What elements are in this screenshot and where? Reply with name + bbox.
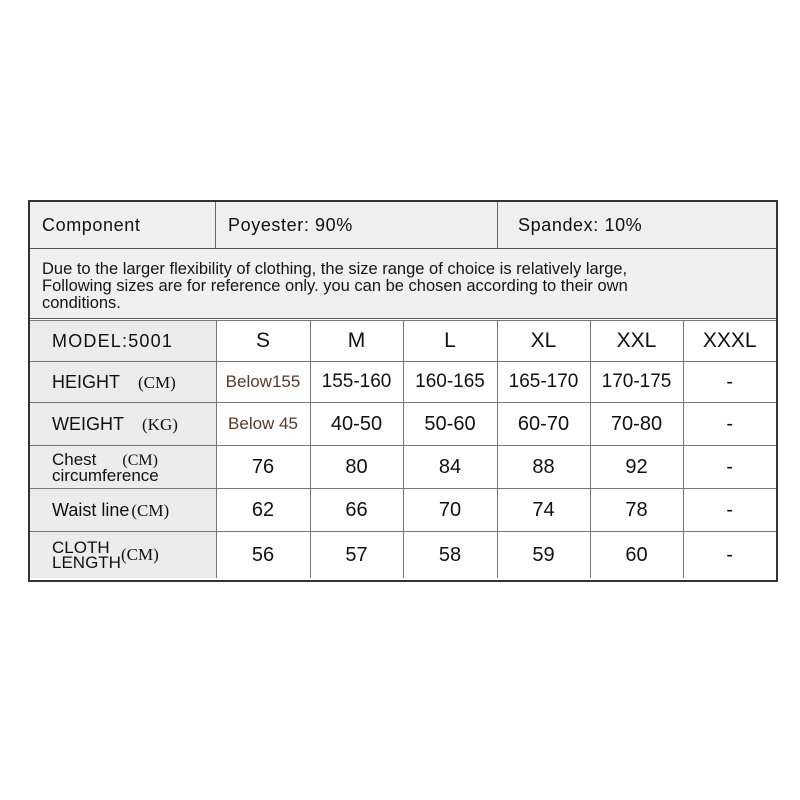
size-xl: XL (497, 321, 590, 362)
size-table (30, 320, 776, 578)
length-xl: 59 (497, 532, 590, 579)
waist-xxl: 78 (590, 489, 683, 532)
height-l: 160-165 (403, 362, 497, 403)
height-label (30, 362, 216, 403)
model-label: MODEL:5001 (30, 321, 216, 362)
size-xxxl: XXXL (683, 321, 776, 362)
size-chart (28, 200, 778, 582)
size-s: S (216, 321, 310, 362)
component-label: Component (30, 202, 216, 248)
height-label-text: HEIGHT (52, 371, 121, 392)
length-label (30, 532, 216, 579)
chest-l: 84 (403, 446, 497, 489)
note-line-1: Due to the larger flexibility of clothing, the size range of choice is relatively large, (42, 260, 628, 278)
weight-xxl: 70-80 (590, 403, 683, 446)
height-unit: (CM) (138, 372, 176, 392)
chest-row (30, 446, 776, 489)
size-xxl: XXL (590, 321, 683, 362)
length-s: 56 (216, 532, 310, 579)
chest-m: 80 (310, 446, 403, 489)
weight-unit: (KG) (142, 414, 178, 434)
weight-m: 40-50 (310, 403, 403, 446)
chest-xl: 88 (497, 446, 590, 489)
chest-xxl: 92 (590, 446, 683, 489)
waist-row (30, 489, 776, 532)
waist-xl: 74 (497, 489, 590, 532)
chest-s: 76 (216, 446, 310, 489)
size-header-row (30, 321, 776, 362)
weight-l: 50-60 (403, 403, 497, 446)
waist-m: 66 (310, 489, 403, 532)
height-xl: 165-170 (497, 362, 590, 403)
weight-xxxl: - (683, 403, 776, 446)
chest-label-line2: circumference (52, 465, 159, 485)
length-m: 57 (310, 532, 403, 579)
length-l: 58 (403, 532, 497, 579)
chest-unit: (CM) (122, 451, 158, 469)
weight-s: Below 45 (216, 403, 310, 446)
weight-xl: 60-70 (497, 403, 590, 446)
weight-label (30, 403, 216, 446)
waist-l: 70 (403, 489, 497, 532)
waist-unit: (CM) (131, 500, 170, 520)
height-m: 155-160 (310, 362, 403, 403)
height-xxxl: - (683, 362, 776, 403)
height-s: Below155 (216, 362, 310, 403)
height-row (30, 362, 776, 403)
waist-label (30, 489, 216, 532)
size-m: M (310, 321, 403, 362)
chest-label (30, 446, 216, 489)
note-line-2: Following sizes are for reference only. you can be chosen according to their own (42, 277, 628, 295)
waist-s: 62 (216, 489, 310, 532)
weight-label-text: WEIGHT (52, 413, 124, 434)
height-xxl: 170-175 (590, 362, 683, 403)
length-unit: (CM) (120, 545, 159, 564)
length-label-line1: CLOTH (52, 538, 110, 557)
size-note (30, 249, 776, 319)
size-l: L (403, 321, 497, 362)
chest-xxxl: - (683, 446, 776, 489)
component-row (30, 202, 776, 249)
chest-label-line1: Chest (52, 449, 97, 469)
material-spandex: Spandex: 10% (518, 215, 643, 235)
weight-row (30, 403, 776, 446)
note-line-3: conditions. (42, 294, 121, 312)
waist-label-text: Waist line (52, 499, 130, 520)
material-polyester: Poyester: 90% (216, 202, 498, 248)
length-row (30, 532, 776, 579)
length-xxl: 60 (590, 532, 683, 579)
length-xxxl: - (683, 532, 776, 579)
length-label-line2: LENGTH (52, 553, 121, 572)
waist-xxxl: - (683, 489, 776, 532)
